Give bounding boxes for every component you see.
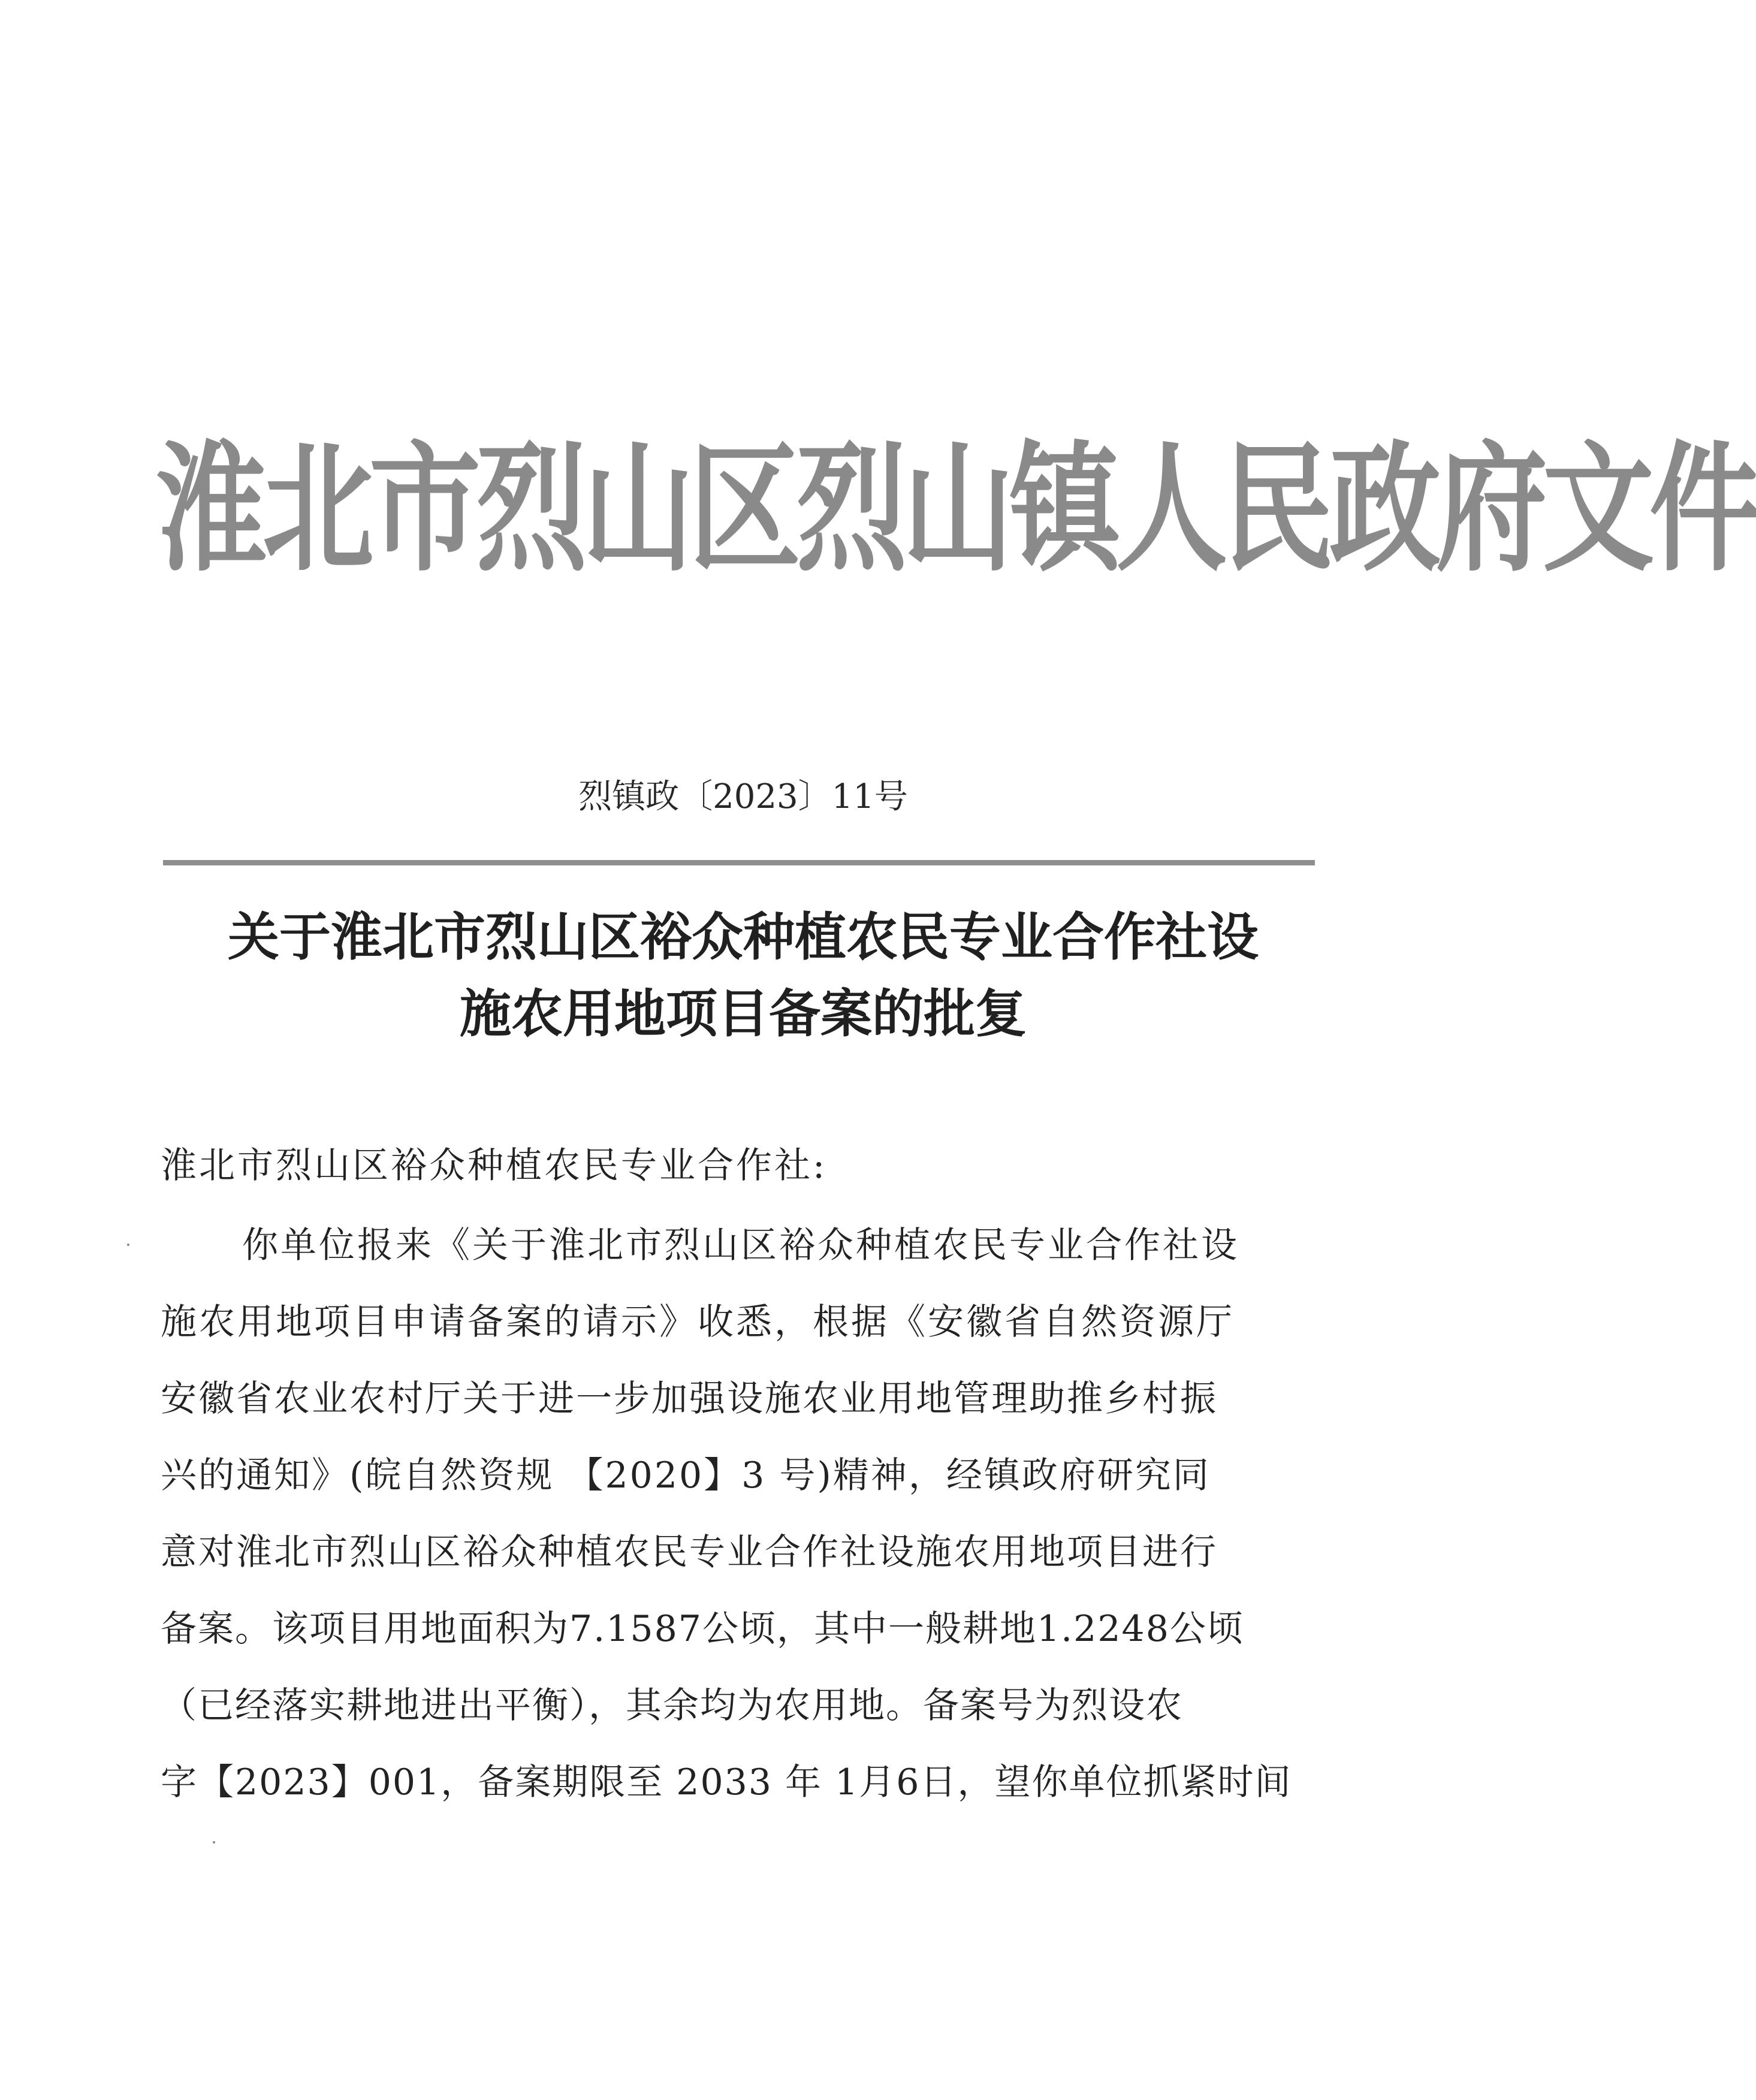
title-line: 关于淮北市烈山区裕众种植农民专业合作社设 bbox=[228, 907, 1259, 967]
body-line: 字【2023】001，备案期限至 2033 年 1月6日，望你单位抓紧时间 bbox=[161, 1761, 1292, 1803]
addressee: 淮北市烈山区裕众种植农民专业合作社: bbox=[161, 1145, 828, 1187]
document-title bbox=[144, 899, 1342, 1052]
body-line: 安徽省农业农村厅关于进一步加强设施农业用地管理助推乡村振 bbox=[161, 1378, 1218, 1420]
body-line: 施农用地项目申请备案的请示》收悉，根据《安徽省自然资源厅 bbox=[161, 1301, 1235, 1343]
document-number: 烈镇政〔2023〕11号 bbox=[578, 777, 908, 816]
header-divider bbox=[163, 860, 1315, 865]
scan-speck bbox=[213, 1841, 215, 1843]
body-line: （已经落实耕地进出平衡），其余均为农用地。备案号为烈设农 bbox=[161, 1685, 1183, 1727]
body-line: 备案。该项目用地面积为7.1587公顷，其中一般耕地1.2248公顷 bbox=[161, 1608, 1244, 1650]
issuer-header: 淮北市烈山区烈山镇人民政府文件 bbox=[156, 427, 1756, 590]
title-line: 施农用地项目备案的批复 bbox=[460, 983, 1027, 1044]
body-line: 意对淮北市烈山区裕众种植农民专业合作社设施农用地项目进行 bbox=[161, 1531, 1218, 1573]
body-line: 你单位报来《关于淮北市烈山区裕众种植农民专业合作社设 bbox=[242, 1224, 1239, 1266]
scan-speck bbox=[127, 1244, 129, 1246]
body-line: 兴的通知》(皖自然资规 【2020】3 号)精神，经镇政府研究同 bbox=[161, 1455, 1211, 1496]
